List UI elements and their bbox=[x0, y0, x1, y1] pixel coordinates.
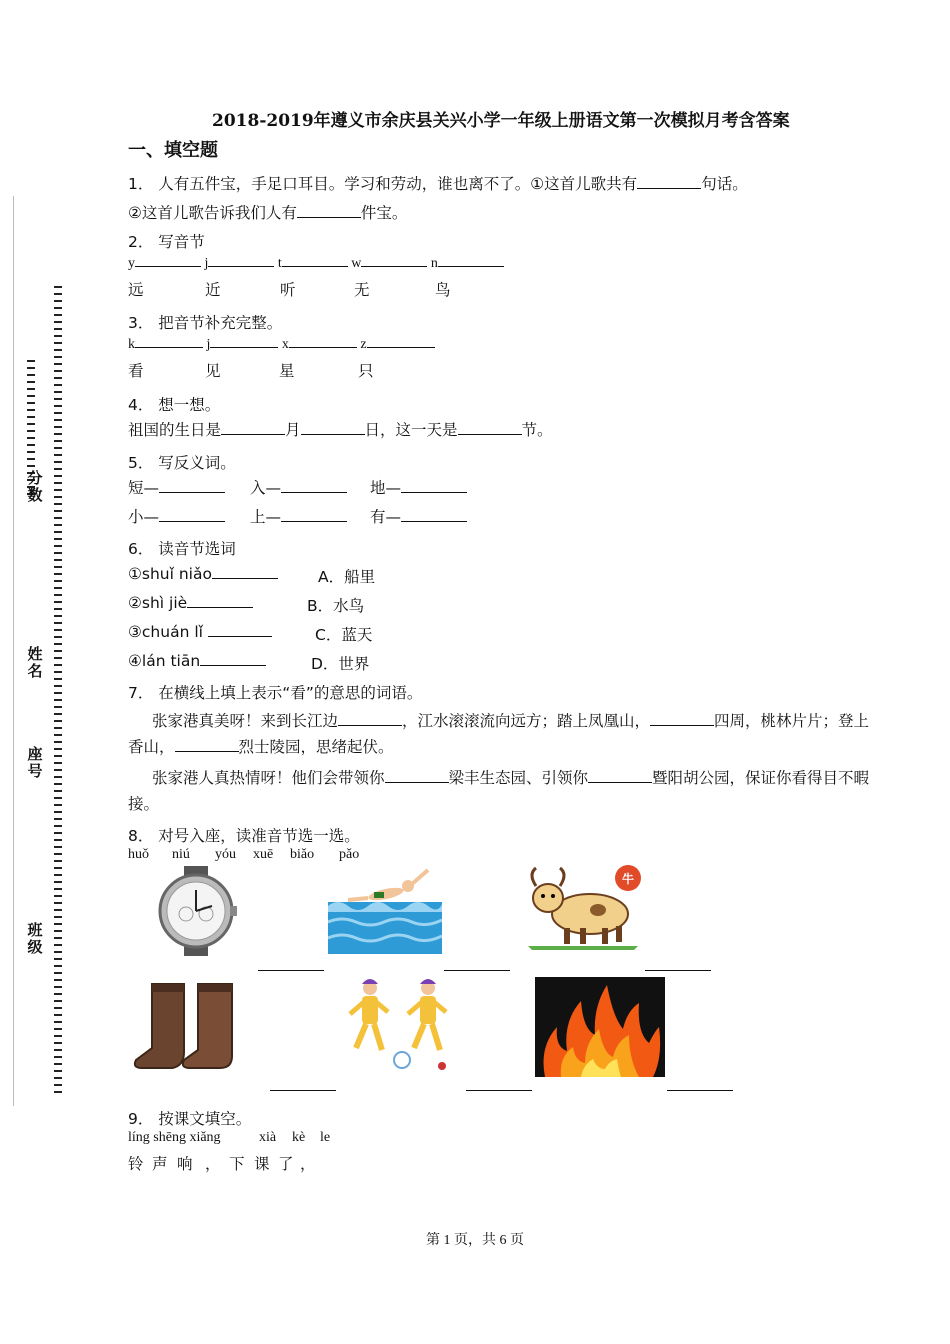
dash-segment bbox=[54, 748, 62, 750]
section-heading: 一、填空题 bbox=[128, 140, 218, 161]
q9-char-3: 响 bbox=[177, 1155, 193, 1173]
dash-segment bbox=[54, 1070, 62, 1072]
question-2-char-5: 鸟 bbox=[435, 281, 451, 299]
q9-char-8: ， bbox=[300, 1155, 316, 1173]
dash-segment bbox=[54, 853, 62, 855]
dash-segment bbox=[27, 367, 35, 369]
dash-segment bbox=[54, 1049, 62, 1051]
dash-segment bbox=[54, 860, 62, 862]
dash-segment bbox=[54, 972, 62, 974]
dash-segment bbox=[54, 685, 62, 687]
question-2-char-1: 远 bbox=[128, 281, 144, 299]
dash-segment bbox=[54, 923, 62, 925]
question-3-heading: 3． 把音节补充完整。 bbox=[128, 314, 283, 332]
dash-segment bbox=[54, 979, 62, 981]
antonym-2: 入— bbox=[250, 476, 347, 498]
dash-segment bbox=[54, 741, 62, 743]
dash-segment bbox=[54, 370, 62, 372]
q9-char-7: 了 bbox=[278, 1155, 294, 1173]
dash-segment bbox=[27, 388, 35, 390]
dash-segment bbox=[27, 465, 35, 467]
dash-segment bbox=[27, 395, 35, 397]
dash-segment bbox=[54, 965, 62, 967]
q6-option-left-2: ②shì jiè bbox=[128, 594, 253, 612]
dash-segment bbox=[54, 321, 62, 323]
q9-char-1: 铃 bbox=[128, 1155, 144, 1173]
dash-segment bbox=[27, 416, 35, 418]
dash-segment bbox=[27, 360, 35, 362]
dash-segment bbox=[54, 531, 62, 533]
dash-segment bbox=[54, 517, 62, 519]
dash-segment bbox=[54, 405, 62, 407]
dash-segment bbox=[54, 1000, 62, 1002]
answer-blank bbox=[667, 1076, 733, 1095]
dash-segment bbox=[54, 1063, 62, 1065]
dash-segment bbox=[54, 601, 62, 603]
dash-segment bbox=[54, 594, 62, 596]
seat-number-label: 座号 bbox=[27, 745, 43, 780]
dash-segment bbox=[54, 657, 62, 659]
dash-segment bbox=[54, 615, 62, 617]
dash-segment bbox=[54, 412, 62, 414]
q8-pinyin-3: yóu bbox=[215, 847, 236, 862]
dash-segment bbox=[54, 951, 62, 953]
dash-segment bbox=[27, 374, 35, 376]
dash-segment bbox=[54, 300, 62, 302]
dash-segment bbox=[54, 552, 62, 554]
q9-char-4: ， bbox=[205, 1155, 221, 1173]
q9-pinyin-3: kè bbox=[292, 1130, 306, 1145]
q8-pinyin-2: niú bbox=[172, 847, 190, 862]
page-title: 2018-2019年遵义市余庆县关兴小学一年级上册语文第一次模拟月考含答案 bbox=[212, 111, 790, 131]
q6-option-right-4: D．世界 bbox=[311, 655, 370, 673]
q9-char-6: 课 bbox=[254, 1155, 270, 1173]
dash-segment bbox=[54, 699, 62, 701]
dash-segment bbox=[27, 402, 35, 404]
dash-segment bbox=[54, 559, 62, 561]
dash-segment bbox=[54, 503, 62, 505]
q6-option-right-2: B．水鸟 bbox=[307, 597, 365, 615]
dash-segment bbox=[54, 797, 62, 799]
question-3-char-2: 见 bbox=[205, 362, 221, 380]
antonym-3: 地— bbox=[370, 476, 467, 498]
dash-segment bbox=[54, 909, 62, 911]
dash-segment bbox=[54, 755, 62, 757]
dash-segment bbox=[54, 286, 62, 288]
dash-segment bbox=[54, 1042, 62, 1044]
q9-pinyin-4: le bbox=[320, 1130, 331, 1145]
question-2-heading: 2． 写音节 bbox=[128, 233, 205, 251]
dash-segment bbox=[54, 692, 62, 694]
dash-segment bbox=[54, 867, 62, 869]
question-7-p1-line2: 香山， 烈士陵园，思绪起伏。 bbox=[128, 738, 394, 756]
dash-segment bbox=[54, 874, 62, 876]
dash-segment bbox=[54, 930, 62, 932]
dash-segment bbox=[54, 671, 62, 673]
question-2-char-4: 无 bbox=[354, 281, 370, 299]
question-3-char-1: 看 bbox=[128, 362, 144, 380]
dash-segment bbox=[54, 496, 62, 498]
cow-badge-text: 牛 bbox=[621, 872, 634, 886]
dash-segment bbox=[54, 825, 62, 827]
dash-segment bbox=[54, 482, 62, 484]
dash-segment bbox=[54, 391, 62, 393]
q8-pinyin-5: biǎo bbox=[290, 847, 315, 862]
dash-segment bbox=[54, 811, 62, 813]
dash-segment bbox=[54, 720, 62, 722]
dash-segment bbox=[54, 335, 62, 337]
dash-segment bbox=[54, 902, 62, 904]
dash-segment bbox=[27, 451, 35, 453]
dash-segment bbox=[54, 419, 62, 421]
answer-blank bbox=[466, 1076, 532, 1095]
q6-option-left-4: ④lán tiān bbox=[128, 652, 266, 670]
dash-segment bbox=[54, 475, 62, 477]
dash-segment bbox=[54, 727, 62, 729]
dash-segment bbox=[27, 437, 35, 439]
question-2-letter-row: y j t w n bbox=[128, 256, 504, 272]
runners-icon bbox=[342, 974, 464, 1076]
dash-segment bbox=[54, 622, 62, 624]
dash-segment bbox=[54, 881, 62, 883]
dash-segment bbox=[54, 1077, 62, 1079]
question-1-line-2: ②这首儿歌告诉我们人有 件宝。 bbox=[128, 204, 408, 222]
dash-segment bbox=[54, 461, 62, 463]
dash-segment bbox=[54, 608, 62, 610]
q6-option-right-3: C．蓝天 bbox=[315, 626, 373, 644]
dash-segment bbox=[54, 734, 62, 736]
fire-icon bbox=[535, 977, 665, 1077]
dash-segment bbox=[54, 762, 62, 764]
dash-segment bbox=[54, 678, 62, 680]
question-3-char-3: 星 bbox=[279, 362, 295, 380]
score-label: 分数 bbox=[27, 469, 43, 504]
dash-segment bbox=[54, 1014, 62, 1016]
answer-blank bbox=[270, 1076, 336, 1095]
dash-segment bbox=[54, 944, 62, 946]
question-2-char-2: 近 bbox=[205, 281, 221, 299]
q6-option-left-3: ③chuán lǐ bbox=[128, 623, 272, 641]
q9-pinyin-1: líng shēng xiǎng bbox=[128, 1130, 221, 1145]
question-9-heading: 9． 按课文填空。 bbox=[128, 1110, 252, 1128]
question-8-heading: 8． 对号入座，读准音节选一选。 bbox=[128, 827, 360, 845]
dash-segment bbox=[54, 846, 62, 848]
dash-segment bbox=[54, 377, 62, 379]
dash-segment bbox=[27, 458, 35, 460]
dash-segment bbox=[54, 398, 62, 400]
dash-segment bbox=[54, 769, 62, 771]
dash-segment bbox=[54, 818, 62, 820]
dash-segment bbox=[54, 1056, 62, 1058]
antonym-1: 短— bbox=[128, 476, 225, 498]
dash-segment bbox=[54, 468, 62, 470]
question-7-heading: 7． 在横线上填上表示“看”的意思的词语。 bbox=[128, 684, 423, 702]
dash-segment bbox=[27, 409, 35, 411]
dash-segment bbox=[54, 573, 62, 575]
page-footer: 第 1 页，共 6 页 bbox=[426, 1233, 524, 1248]
question-3-letter-row: k j x z bbox=[128, 337, 435, 353]
dash-segment bbox=[54, 916, 62, 918]
dash-segment bbox=[54, 650, 62, 652]
question-1-line-1: 1． 人有五件宝，手足口耳目。学习和劳动，谁也离不了。①这首儿歌共有 句话。 bbox=[128, 175, 748, 193]
dash-segment bbox=[54, 356, 62, 358]
dash-segment bbox=[54, 958, 62, 960]
watch-icon bbox=[150, 866, 242, 956]
class-label: 班级 bbox=[27, 921, 43, 956]
dash-segment bbox=[54, 839, 62, 841]
dash-segment bbox=[54, 1028, 62, 1030]
dash-segment bbox=[54, 524, 62, 526]
q8-pinyin-1: huǒ bbox=[128, 847, 149, 862]
dash-segment bbox=[54, 363, 62, 365]
dash-segment bbox=[54, 937, 62, 939]
question-3-char-4: 只 bbox=[358, 362, 374, 380]
q9-char-2: 声 bbox=[152, 1155, 168, 1173]
dash-segment bbox=[54, 580, 62, 582]
dash-segment bbox=[54, 643, 62, 645]
question-4-line: 祖国的生日是 月 日，这一天是 节。 bbox=[128, 421, 553, 439]
dash-segment bbox=[27, 423, 35, 425]
dash-segment bbox=[54, 293, 62, 295]
dash-segment bbox=[54, 993, 62, 995]
dash-segment bbox=[54, 342, 62, 344]
antonym-5: 上— bbox=[250, 505, 347, 527]
dash-segment bbox=[54, 587, 62, 589]
dash-segment bbox=[54, 636, 62, 638]
dash-segment bbox=[54, 1007, 62, 1009]
dash-segment bbox=[54, 629, 62, 631]
question-4-heading: 4． 想一想。 bbox=[128, 396, 221, 414]
answer-blank bbox=[258, 956, 324, 975]
dash-segment bbox=[54, 706, 62, 708]
q8-pinyin-6: pǎo bbox=[339, 847, 360, 862]
q9-pinyin-2: xià bbox=[259, 1130, 277, 1145]
name-label: 姓名 bbox=[27, 645, 43, 680]
question-7-p2-line2: 接。 bbox=[128, 795, 160, 813]
dash-segment bbox=[54, 713, 62, 715]
dash-segment bbox=[54, 1091, 62, 1093]
dash-segment bbox=[27, 381, 35, 383]
answer-blank bbox=[645, 956, 711, 975]
question-7-p2-line1: 张家港人真热情呀！他们会带领你 梁丰生态园、引领你 暨阳胡公园，保证你看得目不暇 bbox=[152, 769, 870, 787]
dash-segment bbox=[54, 1084, 62, 1086]
dash-segment bbox=[54, 986, 62, 988]
question-2-char-3: 听 bbox=[280, 281, 296, 299]
dash-segment bbox=[54, 776, 62, 778]
q8-pinyin-4: xuē bbox=[253, 847, 274, 862]
dash-segment bbox=[54, 664, 62, 666]
dash-segment bbox=[27, 444, 35, 446]
dash-segment bbox=[54, 454, 62, 456]
dash-segment bbox=[54, 510, 62, 512]
antonym-4: 小— bbox=[128, 505, 225, 527]
dash-segment bbox=[54, 349, 62, 351]
swimmer-icon bbox=[328, 862, 442, 954]
question-7-p1-line1: 张家港真美呀！来到长江边 ，江水滚滚流向远方；踏上凤凰山， 四周，桃林片片；登上 bbox=[152, 712, 870, 730]
dash-segment bbox=[54, 804, 62, 806]
dash-segment bbox=[54, 307, 62, 309]
question-6-heading: 6． 读音节选词 bbox=[128, 540, 236, 558]
dash-segment bbox=[54, 426, 62, 428]
dash-segment bbox=[54, 783, 62, 785]
antonym-6: 有— bbox=[370, 505, 467, 527]
dash-segment bbox=[54, 790, 62, 792]
dash-segment bbox=[54, 888, 62, 890]
dash-segment bbox=[54, 1035, 62, 1037]
question-5-heading: 5． 写反义词。 bbox=[128, 454, 236, 472]
dash-segment bbox=[54, 440, 62, 442]
dash-segment bbox=[54, 538, 62, 540]
dash-segment bbox=[54, 447, 62, 449]
dash-segment bbox=[54, 314, 62, 316]
dash-segment bbox=[54, 832, 62, 834]
answer-blank bbox=[444, 956, 510, 975]
dash-segment bbox=[54, 433, 62, 435]
binding-line bbox=[13, 196, 14, 1106]
dash-segment bbox=[54, 489, 62, 491]
dash-segment bbox=[54, 545, 62, 547]
q6-option-left-1: ①shuǐ niǎo bbox=[128, 565, 278, 583]
dash-segment bbox=[27, 430, 35, 432]
q6-option-right-1: A．船里 bbox=[318, 568, 376, 586]
dash-segment bbox=[54, 566, 62, 568]
dash-segment bbox=[54, 384, 62, 386]
dash-segment bbox=[54, 1021, 62, 1023]
boots-icon bbox=[128, 976, 248, 1076]
dash-segment bbox=[54, 328, 62, 330]
dash-segment bbox=[54, 895, 62, 897]
q9-char-5: 下 bbox=[229, 1155, 245, 1173]
cut-line-dashes bbox=[54, 286, 62, 1098]
